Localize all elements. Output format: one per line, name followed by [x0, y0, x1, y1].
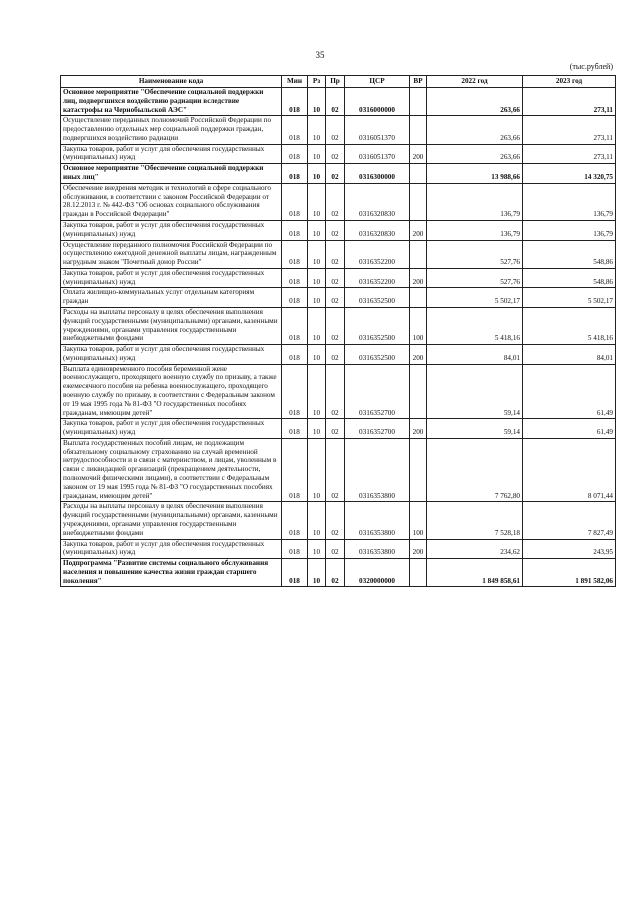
row-amount-2023: 5 502,17	[523, 288, 616, 308]
row-amount-2022: 5 418,16	[427, 307, 523, 344]
row-amount-2023: 8 071,44	[523, 438, 616, 501]
row-amount-2023: 7 827,49	[523, 502, 616, 539]
row-amount-2023: 84,01	[523, 345, 616, 365]
row-amount-2023: 548,86	[523, 240, 616, 268]
row-pr: 02	[326, 364, 345, 419]
row-amount-2022: 527,76	[427, 268, 523, 288]
row-rz: 10	[308, 559, 326, 587]
row-pr: 02	[326, 502, 345, 539]
table-row	[61, 144, 616, 164]
table-row	[61, 88, 616, 116]
row-min: 018	[282, 240, 308, 268]
row-amount-2022: 7 528,18	[427, 502, 523, 539]
row-vr	[410, 240, 427, 268]
header-rz: Рз	[308, 76, 326, 88]
row-amount-2022: 59,14	[427, 419, 523, 439]
row-vr: 200	[410, 144, 427, 164]
row-csr: 0316320830	[345, 220, 410, 240]
row-rz: 10	[308, 438, 326, 501]
row-amount-2022: 263,66	[427, 116, 523, 144]
table-row	[61, 183, 616, 220]
row-vr: 200	[410, 345, 427, 365]
table-header-row	[61, 76, 616, 88]
row-csr: 0316051370	[345, 144, 410, 164]
row-name: Осуществление переданных полномочий Российской Федерации по предоставлению отдельных мер социальной поддержки граждан, подвергшихся воздействию радиации	[61, 116, 282, 144]
row-name: Осуществление переданного полномочия Российской Федерации по осуществлению ежегодной денежной выплаты лицам, награжденным нагрудным знаком "Почетный донор России"	[61, 240, 282, 268]
row-rz: 10	[308, 268, 326, 288]
row-pr: 02	[326, 220, 345, 240]
row-vr: 200	[410, 419, 427, 439]
row-csr: 0316352500	[345, 307, 410, 344]
row-rz: 10	[308, 144, 326, 164]
row-min: 018	[282, 220, 308, 240]
row-amount-2022: 136,79	[427, 220, 523, 240]
row-vr: 200	[410, 268, 427, 288]
row-vr	[410, 116, 427, 144]
row-csr: 0316000000	[345, 88, 410, 116]
row-vr	[410, 183, 427, 220]
table-row	[61, 240, 616, 268]
row-pr: 02	[326, 88, 345, 116]
row-amount-2023: 136,79	[523, 183, 616, 220]
row-name: Закупка товаров, работ и услуг для обеспечения государственных (муниципальных) нужд	[61, 268, 282, 288]
row-name: Основное мероприятие "Обеспечение социальной поддержки лиц, подвергшихся воздействию радиации вследствие катастрофы на Чернобыльской АЭС"	[61, 88, 282, 116]
header-csr: ЦСР	[345, 76, 410, 88]
budget-table	[60, 75, 616, 587]
row-rz: 10	[308, 240, 326, 268]
row-name: Закупка товаров, работ и услуг для обеспечения государственных (муниципальных) нужд	[61, 419, 282, 439]
row-pr: 02	[326, 268, 345, 288]
row-name: Расходы на выплаты персоналу в целях обеспечения выполнения функций государственными (муниципальными) органами, казенными учреждениями, органами управления государственными внебюджетными фондами	[61, 307, 282, 344]
row-rz: 10	[308, 220, 326, 240]
table-row	[61, 220, 616, 240]
row-rz: 10	[308, 164, 326, 184]
row-rz: 10	[308, 419, 326, 439]
row-pr: 02	[326, 240, 345, 268]
table-row	[61, 307, 616, 344]
row-min: 018	[282, 364, 308, 419]
row-rz: 10	[308, 502, 326, 539]
table-row	[61, 419, 616, 439]
row-pr: 02	[326, 438, 345, 501]
row-amount-2023: 243,95	[523, 539, 616, 559]
row-csr: 0316352200	[345, 268, 410, 288]
table-row	[61, 539, 616, 559]
row-name: Закупка товаров, работ и услуг для обеспечения государственных (муниципальных) нужд	[61, 220, 282, 240]
row-amount-2023: 548,86	[523, 268, 616, 288]
table-row	[61, 164, 616, 184]
row-rz: 10	[308, 539, 326, 559]
row-min: 018	[282, 116, 308, 144]
table-row	[61, 559, 616, 587]
row-name: Закупка товаров, работ и услуг для обеспечения государственных (муниципальных) нужд	[61, 539, 282, 559]
row-csr: 0316353800	[345, 502, 410, 539]
row-name: Подпрограмма "Развитие системы социального обслуживания населения и повышение качества жизни граждан старшего поколения"	[61, 559, 282, 587]
row-min: 018	[282, 438, 308, 501]
row-vr: 100	[410, 307, 427, 344]
row-min: 018	[282, 502, 308, 539]
row-min: 018	[282, 559, 308, 587]
row-vr	[410, 364, 427, 419]
row-amount-2023: 1 891 582,06	[523, 559, 616, 587]
row-pr: 02	[326, 539, 345, 559]
table-row	[61, 502, 616, 539]
row-csr: 0316320830	[345, 183, 410, 220]
row-name: Оплата жилищно-коммунальных услуг отдельным категориям граждан	[61, 288, 282, 308]
row-pr: 02	[326, 183, 345, 220]
row-min: 018	[282, 183, 308, 220]
row-rz: 10	[308, 364, 326, 419]
row-amount-2022: 5 502,17	[427, 288, 523, 308]
table-row	[61, 116, 616, 144]
row-amount-2023: 14 320,75	[523, 164, 616, 184]
row-csr: 0316352200	[345, 240, 410, 268]
row-min: 018	[282, 539, 308, 559]
row-csr: 0316352500	[345, 345, 410, 365]
row-csr: 0316352700	[345, 419, 410, 439]
header-name: Наименование кода	[61, 76, 282, 88]
row-amount-2023: 136,79	[523, 220, 616, 240]
row-name: Закупка товаров, работ и услуг для обеспечения государственных (муниципальных) нужд	[61, 345, 282, 365]
row-amount-2022: 527,76	[427, 240, 523, 268]
row-min: 018	[282, 288, 308, 308]
row-pr: 02	[326, 144, 345, 164]
row-pr: 02	[326, 307, 345, 344]
row-name: Расходы на выплаты персоналу в целях обеспечения выполнения функций государственными (муниципальными) органами, казенными учреждениями, органами управления государственными внебюджетными фондами	[61, 502, 282, 539]
row-pr: 02	[326, 559, 345, 587]
row-rz: 10	[308, 88, 326, 116]
row-amount-2022: 234,62	[427, 539, 523, 559]
row-rz: 10	[308, 307, 326, 344]
row-vr	[410, 438, 427, 501]
row-pr: 02	[326, 288, 345, 308]
row-amount-2022: 1 849 858,61	[427, 559, 523, 587]
row-rz: 10	[308, 345, 326, 365]
row-amount-2023: 61,49	[523, 419, 616, 439]
row-csr: 0320000000	[345, 559, 410, 587]
table-row	[61, 268, 616, 288]
row-amount-2022: 13 988,66	[427, 164, 523, 184]
header-vr: ВР	[410, 76, 427, 88]
row-amount-2023: 61,49	[523, 364, 616, 419]
row-amount-2022: 59,14	[427, 364, 523, 419]
row-csr: 0316352700	[345, 364, 410, 419]
row-min: 018	[282, 144, 308, 164]
row-name: Выплата государственных пособий лицам, не подлежащим обязательному социальному страхованию на случай временной нетрудоспособности и в связи с материнством, и лицам, уволенным в связи с ликвидацией организаций (прекращением деятельности, полномочий физическими лицами), в соответствии с Федеральным законом от 19 мая 1995 года № 81-ФЗ "О государственных пособиях гражданам, имеющим детей"	[61, 438, 282, 501]
row-min: 018	[282, 88, 308, 116]
table-row	[61, 288, 616, 308]
row-rz: 10	[308, 183, 326, 220]
row-amount-2022: 84,01	[427, 345, 523, 365]
row-vr	[410, 559, 427, 587]
header-2023: 2023 год	[523, 76, 616, 88]
row-vr: 200	[410, 539, 427, 559]
row-amount-2022: 7 762,80	[427, 438, 523, 501]
row-name: Обеспечение внедрения методик и технологий в сфере социального обслуживания, в соответствии с законом Российской Федерации от 28.12.2013 г. № 442-ФЗ "Об основах социального обслуживания граждан в Российской Федерации"	[61, 183, 282, 220]
row-rz: 10	[308, 116, 326, 144]
row-min: 018	[282, 345, 308, 365]
row-pr: 02	[326, 164, 345, 184]
row-csr: 0316051370	[345, 116, 410, 144]
row-pr: 02	[326, 345, 345, 365]
row-amount-2023: 273,11	[523, 88, 616, 116]
row-min: 018	[282, 419, 308, 439]
row-min: 018	[282, 307, 308, 344]
row-min: 018	[282, 268, 308, 288]
row-amount-2022: 263,66	[427, 144, 523, 164]
row-vr	[410, 88, 427, 116]
units-label: (тыс.рублей)	[569, 62, 613, 71]
row-rz: 10	[308, 288, 326, 308]
table-row	[61, 364, 616, 419]
row-name: Выплата единовременного пособия беременной жене военнослужащего, проходящего военную службу по призыву, а также ежемесячного пособия на ребенка военнослужащего, проходящего военную службу по призыву, в соответствии с Федеральным законом от 19 мая 1995 года № 81-ФЗ "О государственных пособиях гражданам, имеющим детей"	[61, 364, 282, 419]
row-pr: 02	[326, 419, 345, 439]
row-csr: 0316353800	[345, 438, 410, 501]
header-min: Мин	[282, 76, 308, 88]
row-vr: 100	[410, 502, 427, 539]
header-2022: 2022 год	[427, 76, 523, 88]
table-row	[61, 438, 616, 501]
row-vr: 200	[410, 220, 427, 240]
table-row	[61, 345, 616, 365]
row-amount-2023: 273,11	[523, 144, 616, 164]
row-csr: 0316353800	[345, 539, 410, 559]
row-pr: 02	[326, 116, 345, 144]
row-vr	[410, 288, 427, 308]
row-name: Основное мероприятие "Обеспечение социальной поддержки иных лиц"	[61, 164, 282, 184]
row-amount-2022: 136,79	[427, 183, 523, 220]
row-csr: 0316300000	[345, 164, 410, 184]
row-name: Закупка товаров, работ и услуг для обеспечения государственных (муниципальных) нужд	[61, 144, 282, 164]
row-amount-2023: 5 418,16	[523, 307, 616, 344]
row-csr: 0316352500	[345, 288, 410, 308]
page-number: 35	[315, 50, 325, 60]
row-amount-2023: 273,11	[523, 116, 616, 144]
row-min: 018	[282, 164, 308, 184]
header-pr: Пр	[326, 76, 345, 88]
row-vr	[410, 164, 427, 184]
row-amount-2022: 263,66	[427, 88, 523, 116]
